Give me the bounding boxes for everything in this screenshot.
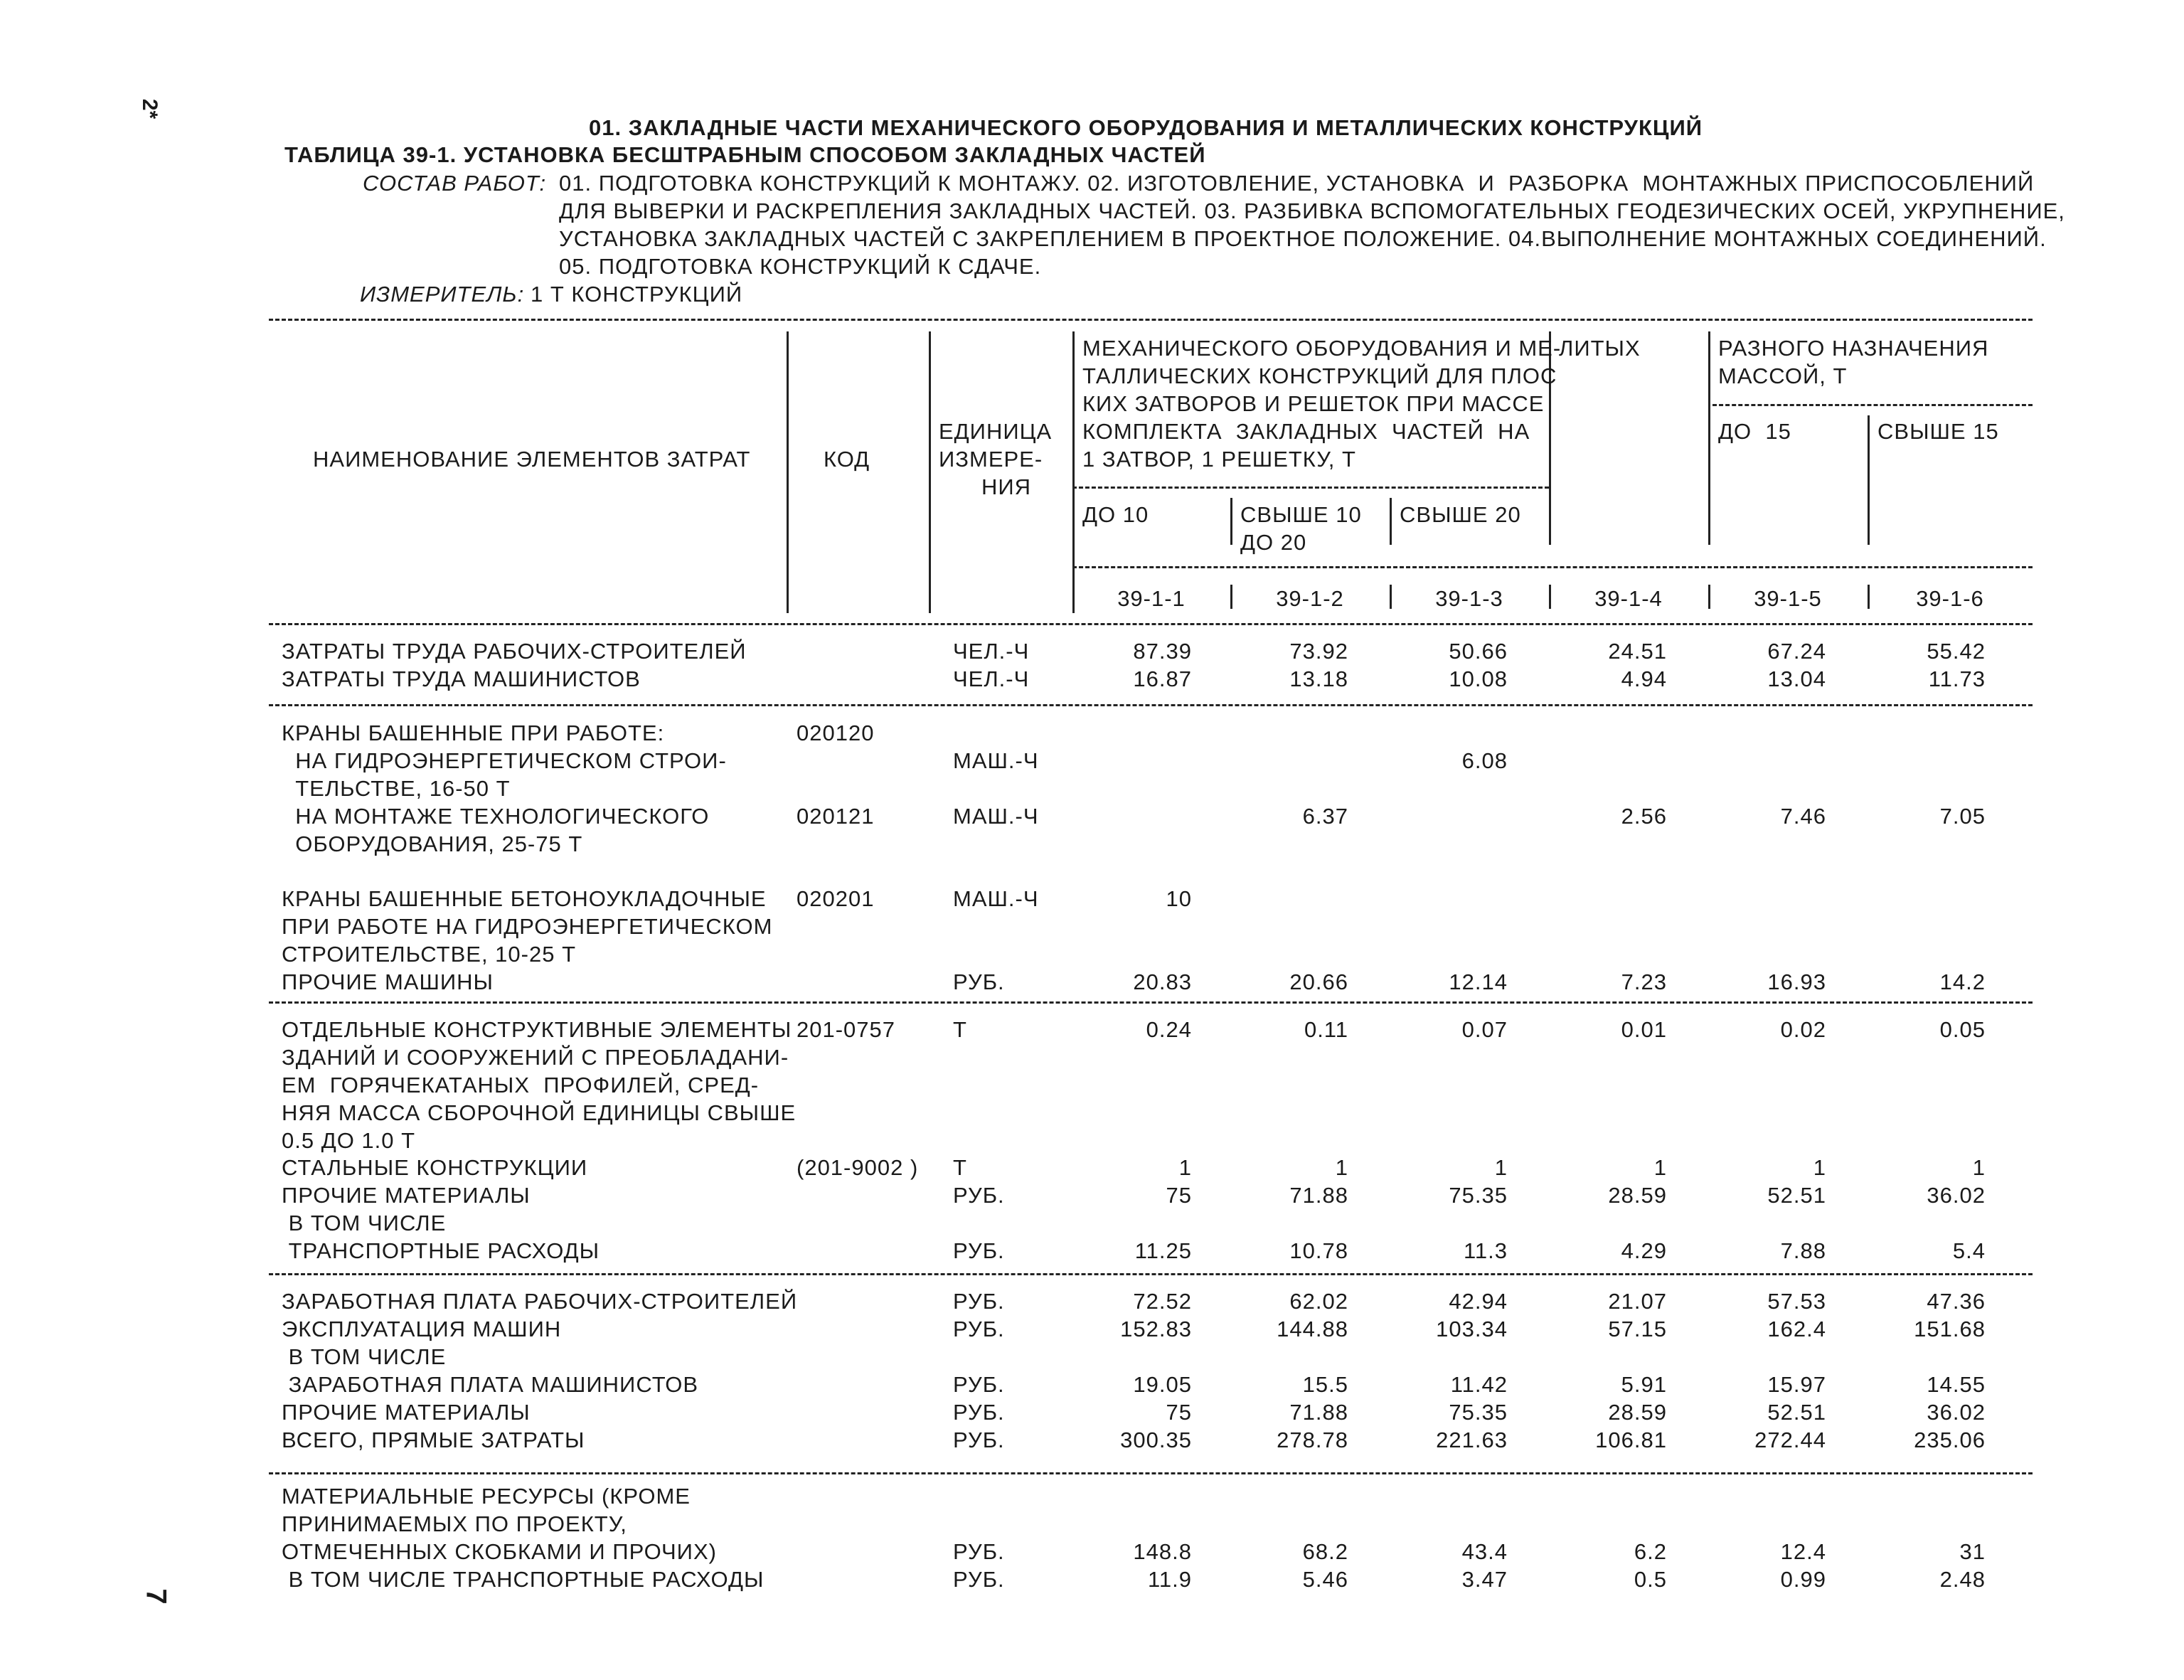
row-value: 75 xyxy=(1166,1183,1192,1208)
rule-mech-sub xyxy=(1072,487,1549,489)
row-name: В ТОМ ЧИСЛЕ xyxy=(282,1211,447,1235)
row-name: КРАНЫ БАШЕННЫЕ ПРИ РАБОТЕ: xyxy=(282,721,665,745)
row-code: 020121 xyxy=(797,804,875,829)
work-line-2: ДЛЯ ВЫВЕРКИ И РАСКРЕПЛЕНИЯ ЗАКЛАДНЫХ ЧАСТЕЙ. 03. РАЗБИВКА ВСПОМОГАТЕЛЬНЫХ ГЕОДЕЗИЧЕСКИХ ОСЕЙ, УКРУПНЕНИЕ, xyxy=(559,198,2065,223)
row-value: 1 xyxy=(1335,1155,1348,1180)
col-header-unit-3: НИЯ xyxy=(981,474,1032,499)
row-value: 3.47 xyxy=(1461,1567,1508,1592)
row-value: 15.5 xyxy=(1302,1372,1348,1397)
row-value: 16.93 xyxy=(1767,969,1826,994)
row-value: 6.08 xyxy=(1461,748,1508,773)
row-name: СТАЛЬНЫЕ КОНСТРУКЦИИ xyxy=(282,1155,588,1180)
col-header-do10: ДО 10 xyxy=(1082,502,1149,527)
row-name: ЗАРАБОТНАЯ ПЛАТА МАШИНИСТОВ xyxy=(282,1372,699,1397)
row-unit: РУБ. xyxy=(953,1317,1005,1341)
row-unit: РУБ. xyxy=(953,1428,1005,1452)
row-unit: Т xyxy=(953,1155,967,1180)
rule-misc-sub xyxy=(1712,404,2033,406)
row-name: МАТЕРИАЛЬНЫЕ РЕСУРСЫ (КРОМЕ xyxy=(282,1484,691,1509)
row-name: ОТМЕЧЕННЫХ СКОБКАМИ И ПРОЧИХ) xyxy=(282,1539,717,1564)
row-value: 52.51 xyxy=(1767,1400,1826,1425)
col-header-code: КОД xyxy=(824,447,870,472)
row-value: 57.15 xyxy=(1608,1317,1667,1341)
row-value: 0.99 xyxy=(1780,1567,1826,1592)
row-value: 4.29 xyxy=(1621,1238,1667,1263)
row-value: 57.53 xyxy=(1767,1289,1826,1314)
row-value: 0.01 xyxy=(1621,1017,1667,1042)
row-value: 106.81 xyxy=(1595,1428,1667,1452)
row-value: 14.2 xyxy=(1939,969,1986,994)
row-value: 278.78 xyxy=(1277,1428,1348,1452)
row-value: 13.18 xyxy=(1289,666,1348,691)
row-value: 152.83 xyxy=(1120,1317,1192,1341)
row-value: 5.4 xyxy=(1952,1238,1986,1263)
col-header-over10-2: ДО 20 xyxy=(1240,530,1307,555)
row-value: 36.02 xyxy=(1927,1400,1986,1425)
row-name: НА МОНТАЖЕ ТЕХНОЛОГИЧЕСКОГО xyxy=(282,804,710,829)
vline-mech xyxy=(1072,331,1075,613)
row-value: 19.05 xyxy=(1133,1372,1192,1397)
row-code: (201-9002 ) xyxy=(797,1155,919,1180)
row-value: 11.3 xyxy=(1463,1238,1508,1263)
row-name: ОТДЕЛЬНЫЕ КОНСТРУКТИВНЫЕ ЭЛЕМЕНТЫ xyxy=(282,1017,792,1042)
row-name: В ТОМ ЧИСЛЕ xyxy=(282,1344,447,1369)
row-code: 201-0757 xyxy=(797,1017,896,1042)
row-value: 28.59 xyxy=(1608,1400,1667,1425)
col-header-misc-2: МАССОЙ, Т xyxy=(1718,363,1848,388)
row-name: ЭКСПЛУАТАЦИЯ МАШИН xyxy=(282,1317,562,1341)
row-value: 148.8 xyxy=(1133,1539,1192,1564)
col-header-over10-1: СВЫШЕ 10 xyxy=(1240,502,1362,527)
row-name: ЕМ ГОРЯЧЕКАТАНЫХ ПРОФИЛЕЙ, СРЕД- xyxy=(282,1073,760,1097)
row-value: 0.07 xyxy=(1461,1017,1508,1042)
section-title: 01. ЗАКЛАДНЫЕ ЧАСТИ МЕХАНИЧЕСКОГО ОБОРУДОВАНИЯ И МЕТАЛЛИЧЕСКИХ КОНСТРУКЦИЙ xyxy=(589,115,1703,140)
work-label: СОСТАВ РАБОТ: xyxy=(363,171,547,196)
row-value: 144.88 xyxy=(1277,1317,1348,1341)
row-value: 221.63 xyxy=(1436,1428,1508,1452)
row-name: ПРИ РАБОТЕ НА ГИДРОЭНЕРГЕТИЧЕСКОМ xyxy=(282,914,773,939)
rule-codes xyxy=(1072,566,2033,568)
row-unit: РУБ. xyxy=(953,1183,1005,1208)
row-name: ЗДАНИЙ И СООРУЖЕНИЙ С ПРЕОБЛАДАНИ- xyxy=(282,1045,789,1070)
row-name: ПРИНИМАЕМЫХ ПО ПРОЕКТУ, xyxy=(282,1511,627,1536)
row-unit: ЧЕЛ.-Ч xyxy=(953,666,1030,691)
row-value: 10 xyxy=(1166,886,1192,911)
col-code-1: 39-1-1 xyxy=(1117,586,1186,611)
col-code-4: 39-1-4 xyxy=(1594,586,1663,611)
row-name: ПРОЧИЕ МАТЕРИАЛЫ xyxy=(282,1183,531,1208)
row-value: 11.73 xyxy=(1928,666,1986,691)
vline-sub-over10 xyxy=(1230,498,1232,545)
row-unit: РУБ. xyxy=(953,1539,1005,1564)
row-name: ЗАТРАТЫ ТРУДА РАБОЧИХ-СТРОИТЕЛЕЙ xyxy=(282,639,747,664)
row-value: 52.51 xyxy=(1767,1183,1826,1208)
row-value: 67.24 xyxy=(1767,639,1826,664)
row-name: В ТОМ ЧИСЛЕ ТРАНСПОРТНЫЕ РАСХОДЫ xyxy=(282,1567,765,1592)
row-unit: РУБ. xyxy=(953,1372,1005,1397)
row-value: 75.35 xyxy=(1449,1183,1508,1208)
row-unit: РУБ. xyxy=(953,1289,1005,1314)
row-name: ТЕЛЬСТВЕ, 16-50 Т xyxy=(282,776,511,801)
rule-section-2 xyxy=(269,1001,2033,1004)
col-header-misc-1: РАЗНОГО НАЗНАЧЕНИЯ xyxy=(1718,336,1989,361)
row-value: 7.46 xyxy=(1780,804,1826,829)
row-value: 11.42 xyxy=(1450,1372,1508,1397)
col-header-unit-2: ИЗМЕРЕ- xyxy=(939,447,1043,472)
row-name: НЯЯ МАССА СБОРОЧНОЙ ЕДИНИЦЫ СВЫШЕ xyxy=(282,1100,797,1125)
col-header-name: НАИМЕНОВАНИЕ ЭЛЕМЕНТОВ ЗАТРАТ xyxy=(313,447,751,472)
row-value: 151.68 xyxy=(1914,1317,1986,1341)
row-name: ПРОЧИЕ МАТЕРИАЛЫ xyxy=(282,1400,531,1425)
row-value: 68.2 xyxy=(1302,1539,1348,1564)
corner-mark-top: 2* xyxy=(138,98,162,119)
row-unit: РУБ. xyxy=(953,969,1005,994)
row-value: 162.4 xyxy=(1767,1317,1826,1341)
row-code: 020201 xyxy=(797,886,875,911)
row-name: ЗАТРАТЫ ТРУДА МАШИНИСТОВ xyxy=(282,666,641,691)
row-value: 11.25 xyxy=(1134,1238,1192,1263)
row-value: 87.39 xyxy=(1133,639,1192,664)
row-value: 1 xyxy=(1494,1155,1508,1180)
row-value: 12.14 xyxy=(1449,969,1508,994)
row-unit: РУБ. xyxy=(953,1238,1005,1263)
row-code: 020120 xyxy=(797,721,875,745)
row-name: НА ГИДРОЭНЕРГЕТИЧЕСКОМ СТРОИ- xyxy=(282,748,727,773)
row-unit: МАШ.-Ч xyxy=(953,886,1039,911)
work-line-1: 01. ПОДГОТОВКА КОНСТРУКЦИЙ К МОНТАЖУ. 02. ИЗГОТОВЛЕНИЕ, УСТАНОВКА И РАЗБОРКА МОНТАЖНЫХ ПРИСПОСОБЛЕНИЙ xyxy=(559,171,2035,196)
col-header-mech-3: КИХ ЗАТВОРОВ И РЕШЕТОК ПРИ МАССЕ xyxy=(1082,391,1545,416)
row-unit: МАШ.-Ч xyxy=(953,748,1039,773)
measure-label: ИЗМЕРИТЕЛЬ: xyxy=(360,282,525,307)
row-unit: МАШ.-Ч xyxy=(953,804,1039,829)
vline-unit xyxy=(929,331,931,613)
row-name: КРАНЫ БАШЕННЫЕ БЕТОНОУКЛАДОЧНЫЕ xyxy=(282,886,767,911)
row-value: 71.88 xyxy=(1289,1183,1348,1208)
row-value: 42.94 xyxy=(1449,1289,1508,1314)
row-value: 75 xyxy=(1166,1400,1192,1425)
row-name: ВСЕГО, ПРЯМЫЕ ЗАТРАТЫ xyxy=(282,1428,585,1452)
row-value: 0.05 xyxy=(1939,1017,1986,1042)
row-value: 71.88 xyxy=(1289,1400,1348,1425)
row-value: 75.35 xyxy=(1449,1400,1508,1425)
row-value: 11.9 xyxy=(1147,1567,1192,1592)
vline-misc xyxy=(1708,331,1710,545)
measure-value: 1 Т КОНСТРУКЦИЙ xyxy=(531,282,743,307)
rule-top xyxy=(269,319,2033,321)
work-line-3: УСТАНОВКА ЗАКЛАДНЫХ ЧАСТЕЙ С ЗАКРЕПЛЕНИЕМ В ПРОЕКТНОЕ ПОЛОЖЕНИЕ. 04.ВЫПОЛНЕНИЕ МОНТАЖНЫХ СОЕДИНЕНИЙ. xyxy=(559,226,2047,251)
row-value: 20.66 xyxy=(1289,969,1348,994)
row-value: 47.36 xyxy=(1927,1289,1986,1314)
row-value: 7.88 xyxy=(1780,1238,1826,1263)
col-header-mech-1: МЕХАНИЧЕСКОГО ОБОРУДОВАНИЯ И МЕ- xyxy=(1082,336,1562,361)
row-value: 7.23 xyxy=(1621,969,1667,994)
col-code-6: 39-1-6 xyxy=(1916,586,1984,611)
row-value: 50.66 xyxy=(1449,639,1508,664)
row-value: 0.24 xyxy=(1146,1017,1192,1042)
row-value: 7.05 xyxy=(1939,804,1986,829)
row-name: ПРОЧИЕ МАШИНЫ xyxy=(282,969,494,994)
row-value: 1 xyxy=(1653,1155,1667,1180)
rule-section-4 xyxy=(269,1472,2033,1474)
row-value: 1 xyxy=(1178,1155,1192,1180)
row-value: 235.06 xyxy=(1914,1428,1986,1452)
row-value: 0.02 xyxy=(1780,1017,1826,1042)
row-value: 2.48 xyxy=(1939,1567,1986,1592)
row-name: СТРОИТЕЛЬСТВЕ, 10-25 Т xyxy=(282,942,577,967)
row-value: 62.02 xyxy=(1289,1289,1348,1314)
row-value: 15.97 xyxy=(1767,1372,1826,1397)
row-value: 20.83 xyxy=(1133,969,1192,994)
row-name: ОБОРУДОВАНИЯ, 25-75 Т xyxy=(282,831,583,856)
rule-section-3 xyxy=(269,1273,2033,1275)
col-header-unit-1: ЕДИНИЦА xyxy=(939,419,1053,444)
vline-code xyxy=(787,331,789,613)
work-line-4: 05. ПОДГОТОВКА КОНСТРУКЦИЙ К СДАЧЕ. xyxy=(559,254,1042,279)
row-unit: РУБ. xyxy=(953,1567,1005,1592)
col-header-over20: СВЫШЕ 20 xyxy=(1400,502,1521,527)
row-value: 0.11 xyxy=(1304,1017,1348,1042)
row-unit: ЧЕЛ.-Ч xyxy=(953,639,1030,664)
row-value: 5.91 xyxy=(1621,1372,1667,1397)
row-value: 2.56 xyxy=(1621,804,1667,829)
row-value: 21.07 xyxy=(1608,1289,1667,1314)
col-header-do15: ДО 15 xyxy=(1718,419,1791,444)
row-value: 103.34 xyxy=(1436,1317,1508,1341)
corner-mark-bottom: 7 xyxy=(140,1588,172,1605)
row-value: 28.59 xyxy=(1608,1183,1667,1208)
col-header-over15: СВЫШЕ 15 xyxy=(1877,419,1999,444)
row-value: 6.37 xyxy=(1302,804,1348,829)
col-header-mech-5: 1 ЗАТВОР, 1 РЕШЕТКУ, Т xyxy=(1082,447,1356,472)
table-title: ТАБЛИЦА 39-1. УСТАНОВКА БЕСШТРАБНЫМ СПОСОБОМ ЗАКЛАДНЫХ ЧАСТЕЙ xyxy=(284,142,1206,167)
row-value: 73.92 xyxy=(1289,639,1348,664)
row-value: 14.55 xyxy=(1927,1372,1986,1397)
row-value: 4.94 xyxy=(1621,666,1667,691)
row-value: 55.42 xyxy=(1927,639,1986,664)
row-value: 5.46 xyxy=(1302,1567,1348,1592)
row-unit: РУБ. xyxy=(953,1400,1005,1425)
row-value: 72.52 xyxy=(1133,1289,1192,1314)
row-name: 0.5 ДО 1.0 Т xyxy=(282,1128,416,1153)
row-value: 1 xyxy=(1813,1155,1826,1180)
row-value: 10.78 xyxy=(1289,1238,1348,1263)
rule-header-bottom xyxy=(269,623,2033,625)
row-value: 10.08 xyxy=(1449,666,1508,691)
col-header-mech-2: ТАЛЛИЧЕСКИХ КОНСТРУКЦИЙ ДЛЯ ПЛОС xyxy=(1082,363,1557,388)
row-value: 12.4 xyxy=(1780,1539,1826,1564)
row-value: 43.4 xyxy=(1461,1539,1508,1564)
row-name: ТРАНСПОРТНЫЕ РАСХОДЫ xyxy=(282,1238,600,1263)
col-header-cast: ЛИТЫХ xyxy=(1559,336,1641,361)
row-value: 272.44 xyxy=(1754,1428,1826,1452)
row-value: 36.02 xyxy=(1927,1183,1986,1208)
row-value: 1 xyxy=(1972,1155,1986,1180)
col-code-2: 39-1-2 xyxy=(1276,586,1344,611)
col-header-mech-4: КОМПЛЕКТА ЗАКЛАДНЫХ ЧАСТЕЙ НА xyxy=(1082,419,1530,444)
row-value: 16.87 xyxy=(1133,666,1192,691)
row-name: ЗАРАБОТНАЯ ПЛАТА РАБОЧИХ-СТРОИТЕЛЕЙ xyxy=(282,1289,798,1314)
row-value: 31 xyxy=(1959,1539,1986,1564)
row-value: 300.35 xyxy=(1120,1428,1192,1452)
row-value: 24.51 xyxy=(1608,639,1667,664)
vline-sub-over20 xyxy=(1390,498,1392,545)
col-code-3: 39-1-3 xyxy=(1435,586,1503,611)
col-code-5: 39-1-5 xyxy=(1754,586,1822,611)
row-value: 6.2 xyxy=(1634,1539,1667,1564)
row-value: 13.04 xyxy=(1767,666,1826,691)
row-unit: Т xyxy=(953,1017,967,1042)
vline-sub-over15 xyxy=(1868,415,1870,545)
rule-section-1 xyxy=(269,704,2033,706)
row-value: 0.5 xyxy=(1634,1567,1667,1592)
